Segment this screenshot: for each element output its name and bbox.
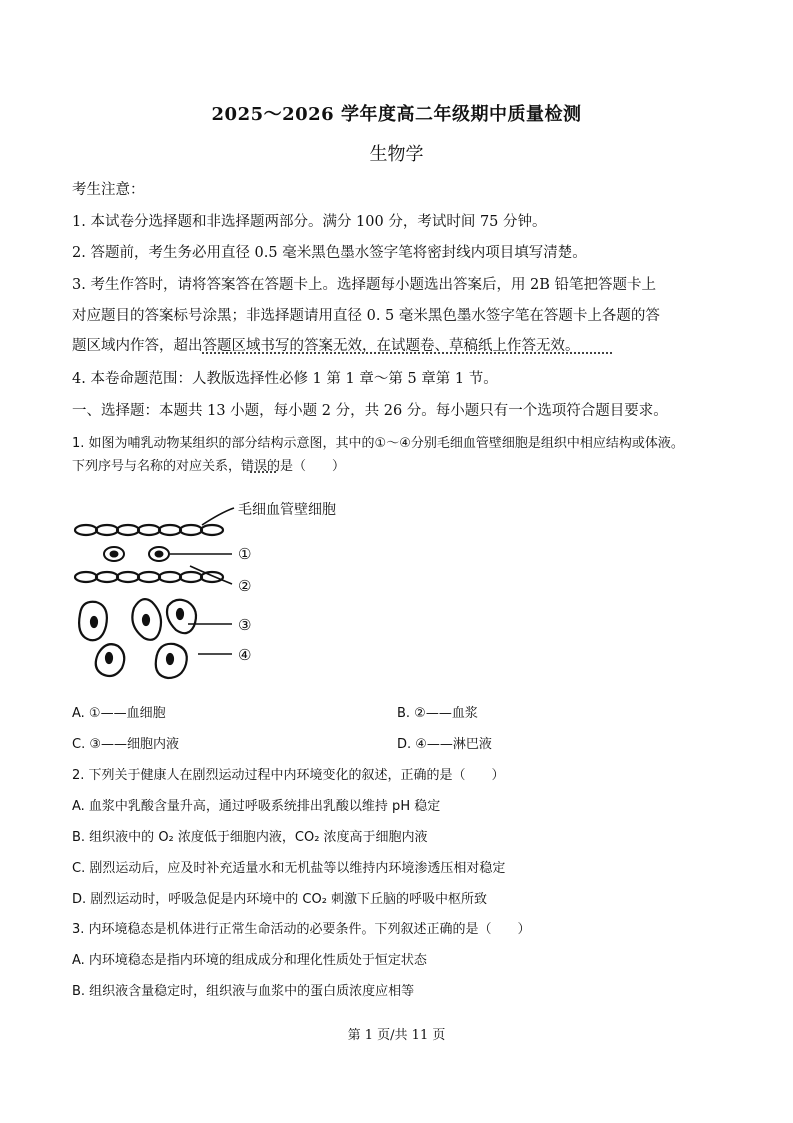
notice-item-3: 3. 考生作答时，请将答案答在答题卡上。选择题每小题选出答案后，用 2B 铅笔把答题卡上 xyxy=(72,277,657,293)
label-3: ③ xyxy=(238,616,252,634)
q1-stem-line1: 1. 如图为哺乳动物某组织的部分结构示意图，其中的①～④分别毛细血管壁细胞是组织中相应结构或体液。 xyxy=(72,436,684,451)
notice-heading: 考生注意： xyxy=(72,182,145,198)
q2-option-a: A. 血浆中乳酸含量升高，通过呼吸系统排出乳酸以维持 pH 稳定 xyxy=(72,799,441,814)
label-2: ② xyxy=(238,577,252,595)
section-heading: 一、选择题：本题共 13 小题，每小题 2 分，共 26 分。每小题只有一个选项符合题目要求。 xyxy=(72,403,668,419)
subject-title: 生物学 xyxy=(369,144,424,165)
q3-option-a: A. 内环境稳态是指内环境的组成成分和理化性质处于恒定状态 xyxy=(72,953,427,968)
exam-title: 2025～2026 学年度高二年级期中质量检测 xyxy=(211,104,582,125)
notice-item-1: 1. 本试卷分选择题和非选择题两部分。满分 100 分，考试时间 75 分钟。 xyxy=(72,214,547,230)
q1-option-c: C. ③——细胞内液 xyxy=(72,737,179,752)
q2-option-d: D. 剧烈运动时，呼吸急促是内环境中的 CO₂ 刺激下丘脑的呼吸中枢所致 xyxy=(72,892,488,907)
tissue-diagram xyxy=(72,492,372,682)
tissue-cells xyxy=(79,599,196,678)
q1-stem-line2: 下列序号与名称的对应关系，错误的是（ ） xyxy=(72,459,346,474)
label-4: ④ xyxy=(238,646,252,664)
q2-option-c: C. 剧烈运动后，应及时补充适量水和无机盐等以维持内环境渗透压相对稳定 xyxy=(72,861,506,876)
q3-stem: 3. 内环境稳态是机体进行正常生命活动的必要条件。下列叙述正确的是（ ） xyxy=(72,922,531,937)
notice-item-2: 2. 答题前，考生务必用直径 0.5 毫米黑色墨水签字笔将密封线内项目填写清楚。 xyxy=(72,245,587,261)
blood-cells xyxy=(104,547,169,561)
emphasis-dots-q1 xyxy=(250,471,276,473)
label-capillary: 毛细血管壁细胞 xyxy=(238,502,336,518)
q2-stem: 2. 下列关于健康人在剧烈运动过程中内环境变化的叙述，正确的是（ ） xyxy=(72,768,505,783)
label-1: ① xyxy=(238,545,252,563)
leader-top xyxy=(202,508,234,525)
emphasis-dots xyxy=(202,352,612,354)
page-footer: 第 1 页/共 11 页 xyxy=(347,1028,446,1043)
q1-option-b: B. ②——血浆 xyxy=(397,706,478,721)
capillary-wall-bottom xyxy=(75,572,223,582)
q1-option-d: D. ④——淋巴液 xyxy=(397,737,492,752)
q2-option-b: B. 组织液中的 O₂ 浓度低于细胞内液，CO₂ 浓度高于细胞内液 xyxy=(72,830,428,845)
q1-option-a: A. ①——血细胞 xyxy=(72,706,166,721)
notice-item-3-cont2: 题区域内作答，超出答题区域书写的答案无效，在试题卷、草稿纸上作答无效。 xyxy=(72,338,580,354)
notice-item-4: 4. 本卷命题范围：人教版选择性必修 1 第 1 章～第 5 章第 1 节。 xyxy=(72,371,498,387)
capillary-wall-top xyxy=(75,525,223,535)
q3-option-b: B. 组织液含量稳定时，组织液与血浆中的蛋白质浓度应相等 xyxy=(72,984,415,999)
notice-item-3-cont: 对应题目的答案标号涂黑；非选择题请用直径 0. 5 毫米黑色墨水签字笔在答题卡上各题的答 xyxy=(72,308,660,324)
